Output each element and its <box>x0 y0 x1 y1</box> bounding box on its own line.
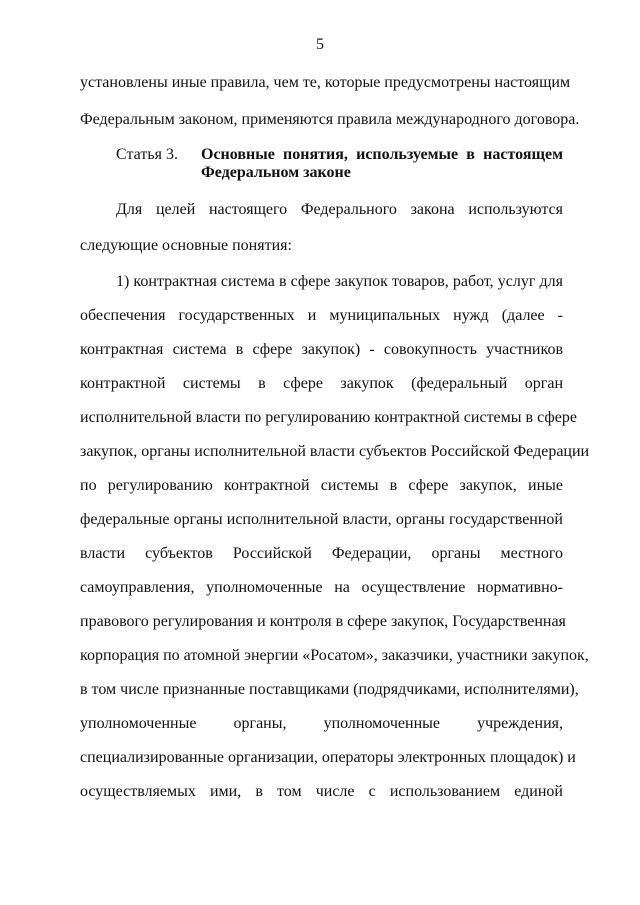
definition-line-2: обеспечения государственных и муниципальных нужд (далее - <box>80 307 563 324</box>
definition-line-15: специализированные организации, операторы электронных площадок) и <box>80 749 576 766</box>
definition-line-14: уполномоченные органы, уполномоченные учреждения, <box>80 715 563 732</box>
definition-line-13: в том числе признанные поставщиками (подрядчиками, исполнителями), <box>80 681 579 698</box>
definition-line-6: закупок, органы исполнительной власти субъектов Российской Федерации <box>80 443 590 460</box>
paragraph-line-1: Для целей настоящего Федерального закона используются <box>116 201 563 218</box>
definition-line-4: контрактной системы в сфере закупок (федеральный орган <box>80 375 563 392</box>
definition-line-1: 1) контрактная система в сфере закупок товаров, работ, услуг для <box>116 273 563 290</box>
definition-line-5: исполнительной власти по регулированию контрактной системы в сфере <box>80 409 577 426</box>
text-line-intro-2: Федеральным законом, применяются правила международного договора. <box>80 111 580 128</box>
definition-line-8: федеральные органы исполнительной власти, органы государственной <box>80 511 563 528</box>
definition-line-7: по регулированию контрактной системы в сфере закупок, иные <box>80 477 563 494</box>
definition-line-10: самоуправления, уполномоченные на осуществление нормативно- <box>80 579 563 596</box>
article-title-line-2: Федеральном законе <box>201 164 351 181</box>
definition-line-3: контрактная система в сфере закупок) - совокупность участников <box>80 341 563 358</box>
definition-line-11: правового регулирования и контроля в сфере закупок, Государственная <box>80 613 566 630</box>
definition-line-12: корпорация по атомной энергии «Росатом», заказчики, участники закупок, <box>80 647 589 664</box>
article-title-line-1: Основные понятия, используемые в настоящем <box>201 146 563 163</box>
article-number: Статья 3. <box>116 146 178 163</box>
article-title <box>201 146 563 182</box>
definition-line-16: осуществляемых ими, в том числе с использованием единой <box>80 783 563 800</box>
definition-line-9: власти субъектов Российской Федерации, органы местного <box>80 545 563 562</box>
text-line-intro-1: установлены иные правила, чем те, которые предусмотрены настоящим <box>80 74 571 91</box>
paragraph-line-2: следующие основные понятия: <box>80 237 292 254</box>
page-number: 5 <box>316 36 324 53</box>
